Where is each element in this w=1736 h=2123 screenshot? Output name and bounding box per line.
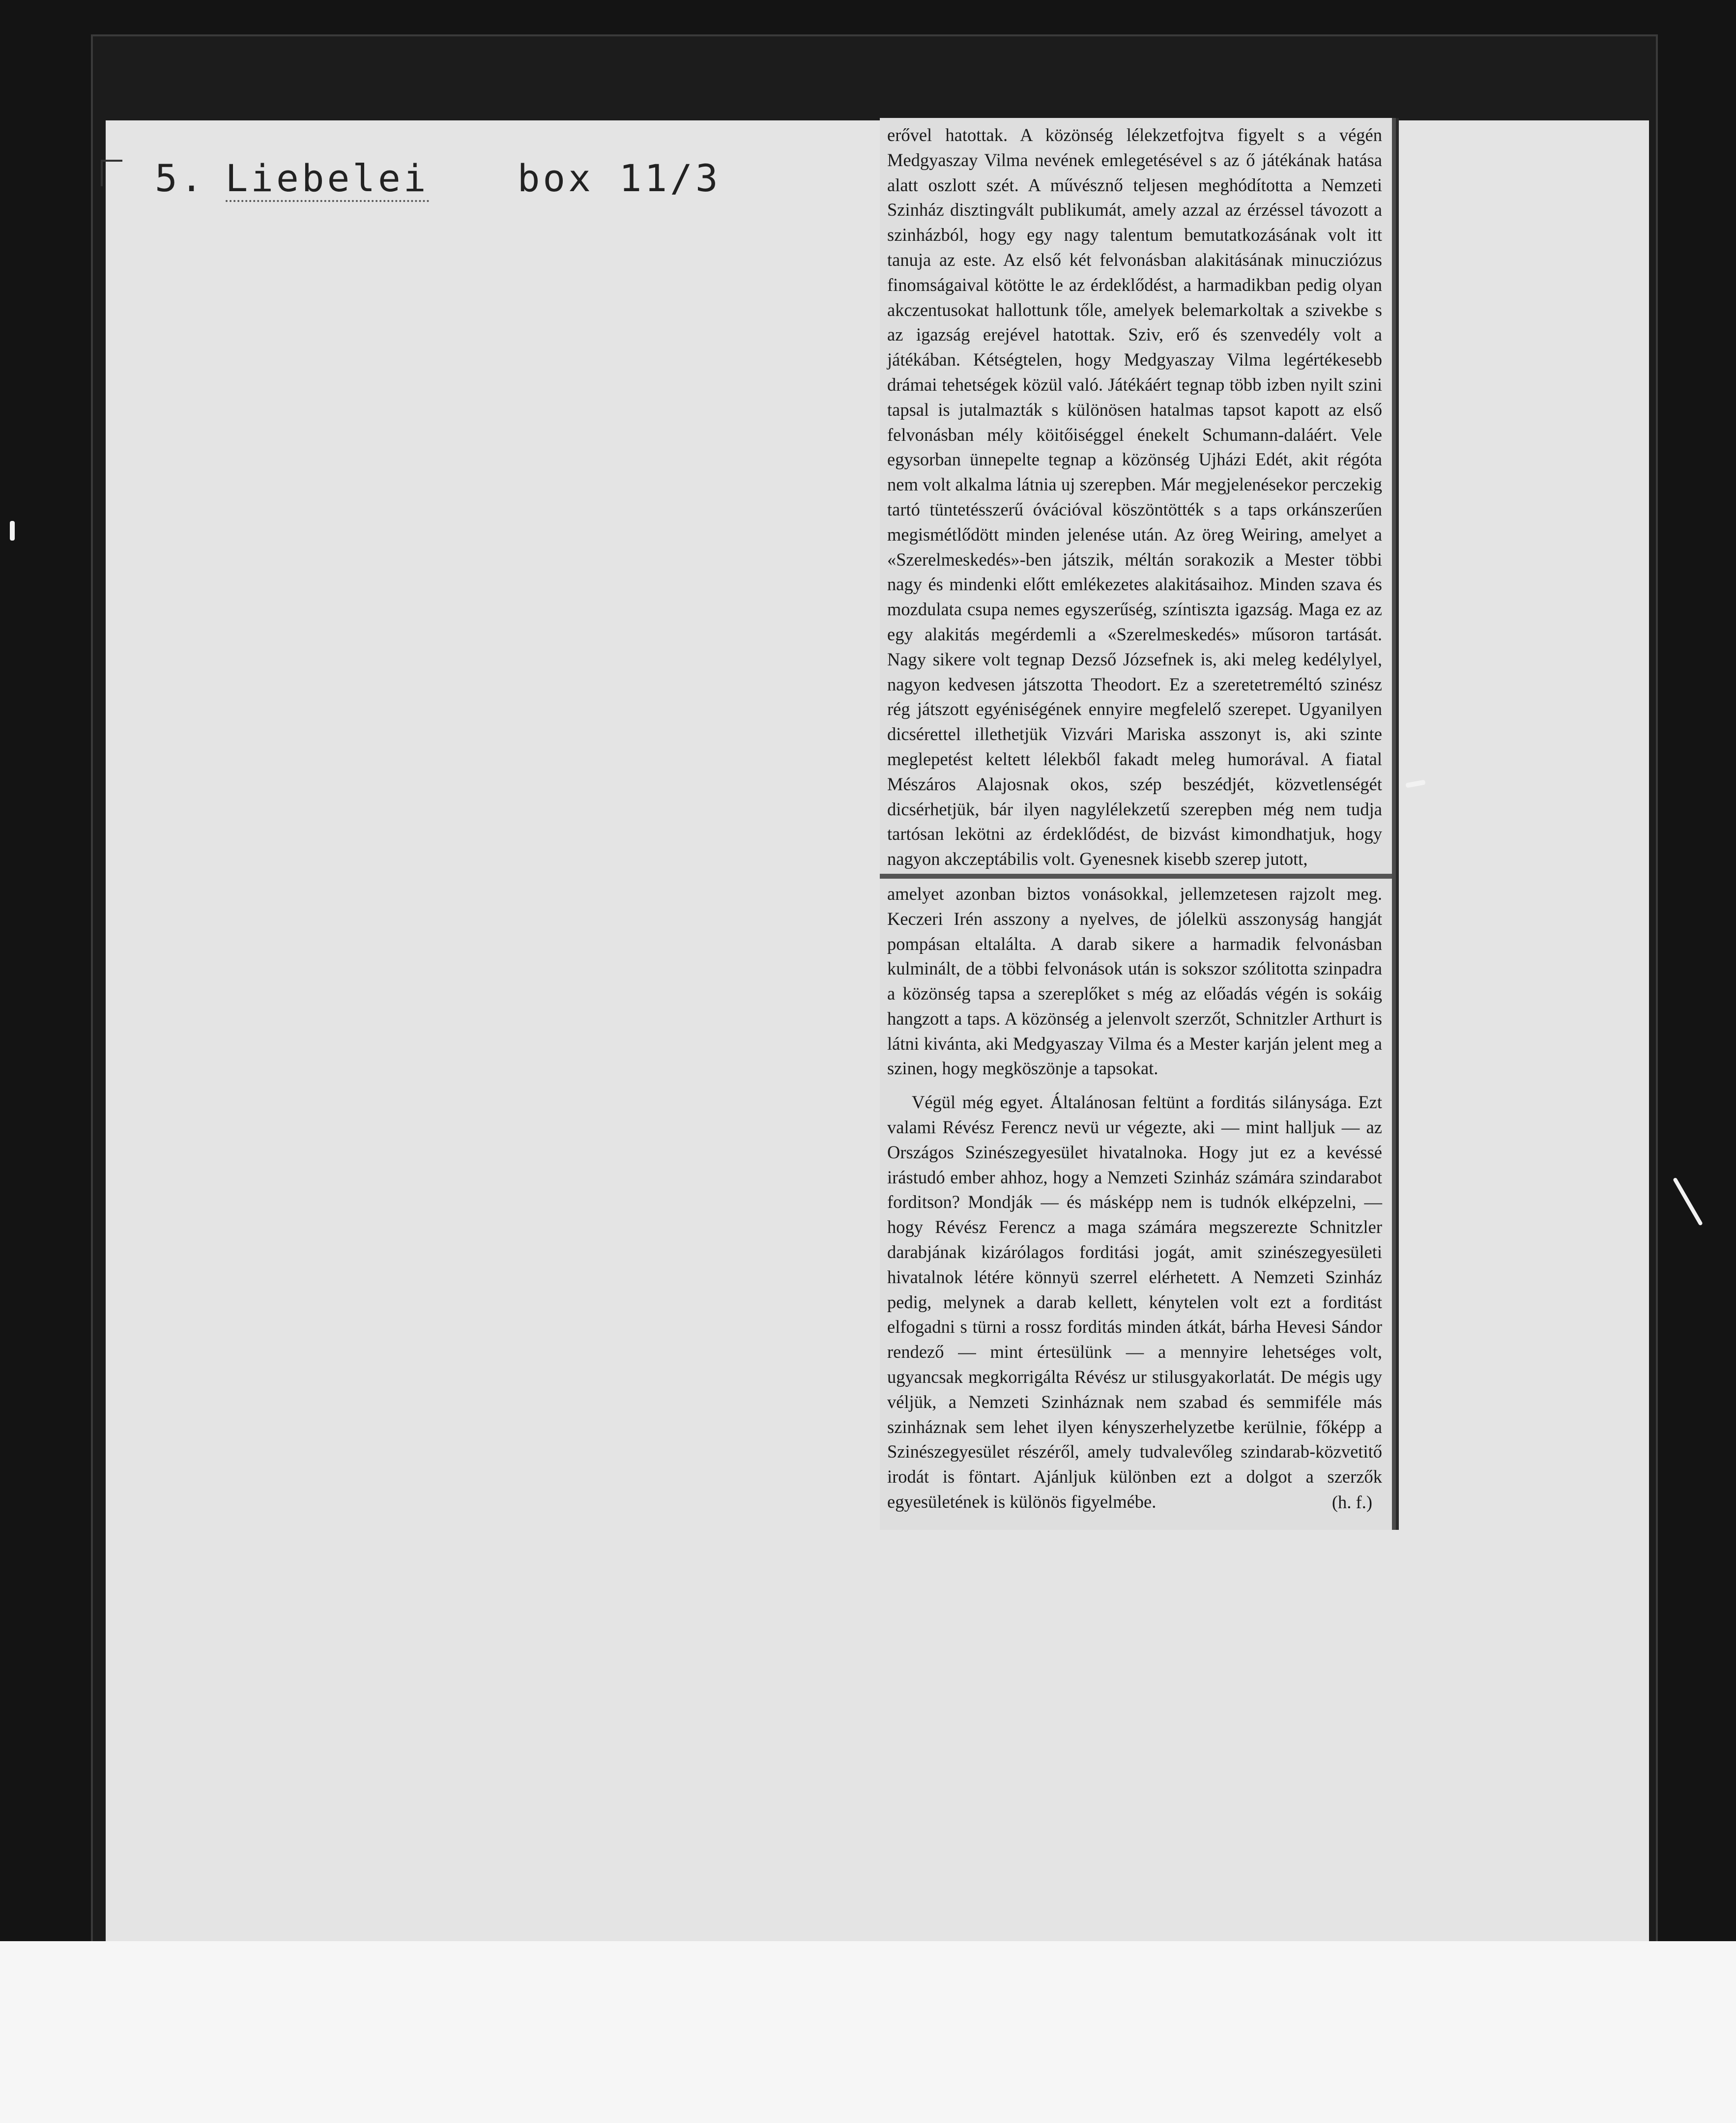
article-paragraph-2: amelyet azonban biztos vonásokkal, jellemzetesen rajzolt meg. Keczeri Irén asszony a nyelves, de jólelkü asszonyság hangját pompásan eltalálta. A darab sikere a harmadik felvonásban kulminált, de a többi felvonások után is sokszor szólitotta szinpadra a közönség tapsa a szereplőket s még az előadás végén is sokáig hangzott a taps. A közönség a jelenvolt szerzőt, Schnitzler Arthurt is látni kivánta, aki Medgyaszay Vilma és a Mester karján jelent meg a szinen, hogy megköszönje a tapsokat. bbox=[887, 883, 1382, 1079]
item-number: 5. bbox=[155, 156, 206, 200]
page-header bbox=[155, 156, 721, 200]
article-signature: (h. f.) bbox=[1331, 1492, 1372, 1512]
article-paragraph-3: Végül még egyet. Általánosan feltünt a forditás silánysága. Ezt valami Révész Ferencz nevü ur végezte, aki — mint halljuk — az Országos Szinészegyesület hivatalnoka. Hogy jut ez a kevéssé irástudó ember ahhoz, hogy a Nemzeti Szinház számára szindarabot forditson? Mondják — és másképp nem is tudnók elképzelni, — hogy Révész Ferencz a maga számára megszerezte Schnitzler darabjának kizárólagos forditási jogát, amit szinészegyesületi hivatalnok létére könnyü szerrel elérhetett. A Nemzeti Szinház pedig, melynek a darab kellett, kénytelen volt ezt a forditást elfogadni s türni a rossz forditás minden átkát, bárha Hevesi Sándor rendező — mint értesülünk — a mennyire lehetséges volt, ugyancsak megkorrigálta Révész ur stilusgyakorlatát. De mégis ugy véljük, a Nemzeti Szinháznak nem szabad és semmiféle más szinháznak sem lehet ilyen kényszerhelyzetbe kerülnie, főképp a Szinészegyesület részéről, amely tudvalevőleg szindarab-közvetitő irodát is föntart. Ajánljuk különben ezt a dolgot a szerzők egyesületének is különös figyelmébe. bbox=[887, 1092, 1382, 1512]
article-paragraph-1: erővel hatottak. A közönség lélekzetfojtva figyelt s a végén Medgyaszay Vilma nevének emlegetésével s az ő játékának hatása alatt oszlott szét. A művésznő teljesen meghódította a Nemzeti Szinház disztingvált publikumát, amely azzal az érzéssel távozott a szinházból, hogy egy nagy talentum bemutatkozásának volt itt tanuja az este. Az első két felvonásban alakitásának minucziózus finomságaival kötötte le az érdeklődést, a harmadikban pedig olyan akczentusokat hallottunk tőle, amelyek belemarkoltak a szivekbe s az igazság erejével hatottak. Sziv, erő és szenvedély volt a játékában. Kétségtelen, hogy Medgyaszay Vilma legértékesebb drámai tehetségek közül való. Játékáért tegnap több izben nyilt szini tapsal is jutalmazták s különösen hatalmas tapsot kapott az első felvonásban mély köitőiséggel énekelt Schumann-daláért. Vele egysorban ünnepelte tegnap a közönség Ujházi Edét, akit régóta nem volt alkalma látnia uj szerepben. Már megjelenésekor perczekig tartó tüntetésszerű óvációval köszöntötték s a taps orkánszerűen megismétlődött minden jelenése után. Az öreg Weiring, amelyet a «Szerelmeskedés»-ben játszik, méltán sorakozik a Mester többi nagy és mindenki előtt emlékezetes alakitásaihoz. Minden szava és mozdulata csupa nemes egyszerűség, színtiszta igazság. Maga ez az egy alakitás megérdemli a «Szerelmeskedés» műsoron tartását. Nagy sikere volt tegnap Dezső Józsefnek is, aki meleg kedélylyel, nagyon kedvesen játszotta Theodort. Ez a szeretetreméltó szinész rég játszott egyéniségének ennyire megfelelő szerepet. Ugyanilyen dicsérettel illethetjük Vizvári Mariska asszonyt is, aki szinte meglepetést keltett lélekből fakadt meleg humorával. A fiatal Mészáros Alajosnak okos, szép beszédjét, közvetlenségét dicsérhetjük, bár ilyen nagylélekzetű szerepben még nem tudja tartósan lekötni az érdeklődést, de bizvást kimondhatjuk, hogy nagyon akczeptábilis volt. Gyenesnek kisebb szerep jutott, bbox=[887, 125, 1382, 869]
scan-scratch bbox=[1673, 1177, 1703, 1226]
item-title: Liebelei bbox=[226, 156, 429, 202]
newspaper-clipping bbox=[880, 118, 1396, 1530]
margin-mark bbox=[101, 160, 122, 186]
scan-scratch bbox=[10, 521, 15, 541]
scan-bottom-strip bbox=[0, 1941, 1736, 2123]
archive-page bbox=[106, 120, 1649, 2081]
box-label: box 11/3 bbox=[517, 156, 721, 200]
clipping-seam bbox=[880, 874, 1392, 879]
